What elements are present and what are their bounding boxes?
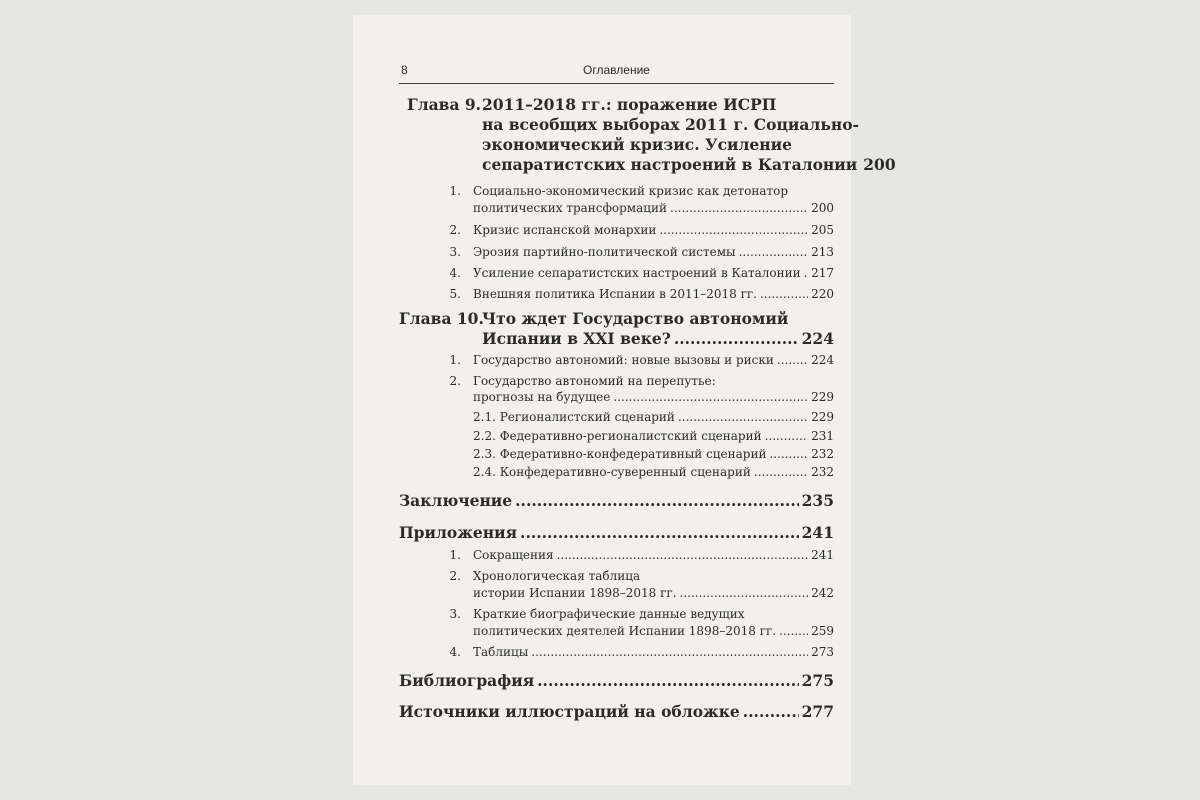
chapter-10-page: 224 [801, 329, 834, 348]
conclusion-entry[interactable] [399, 491, 834, 510]
ch9-item-5-text: Внешняя политика Испании в 2011–2018 гг. [473, 287, 757, 301]
dot-leader [743, 702, 799, 721]
dot-leader [739, 245, 808, 259]
ch9-item-2-page: 205 [811, 223, 834, 237]
dot-leader [674, 329, 799, 348]
item-number: 1. [449, 353, 461, 367]
cover-sources-page: 277 [801, 702, 834, 721]
ch10-item-1-page: 224 [811, 353, 834, 367]
subitem-page: 229 [811, 410, 834, 424]
item-number: 5. [449, 287, 461, 301]
ch10-item-2-page: 229 [811, 390, 834, 404]
item-number: 2. [449, 223, 461, 237]
subitem-text: 2.4. Конфедеративно-суверенный сценарий [473, 465, 751, 479]
chapter-9-title-line-4: сепаратистских настроений в Каталонии [482, 155, 858, 174]
dot-leader [537, 671, 798, 690]
dot-leader [520, 523, 799, 542]
ch9-item-1-line-1: Социально-экономический кризис как детонатор [473, 184, 789, 198]
item-number: 1. [449, 548, 461, 562]
subitem-text: 2.1. Регионалистский сценарий [473, 410, 675, 424]
bibliography-page: 275 [801, 671, 834, 690]
dot-leader [777, 353, 808, 367]
item-number: 3. [449, 607, 461, 621]
appendix-item-2[interactable] [473, 586, 834, 600]
appendix-item-4-page: 273 [811, 645, 834, 659]
ch9-item-1-page: 200 [811, 201, 834, 215]
ch9-item-4-page: 217 [811, 266, 834, 280]
ch9-item-4[interactable] [473, 266, 834, 280]
chapter-9-title-line-2: на всеобщих выборах 2011 г. Социально- [482, 115, 859, 134]
dot-leader [515, 491, 798, 510]
page-number: 8 [401, 63, 408, 77]
chapter-9-entry[interactable] [482, 155, 896, 174]
chapter-9-label: Глава 9. [407, 95, 482, 114]
chapter-10-label: Глава 10. [399, 309, 484, 328]
header-title: Оглавление [583, 63, 650, 77]
conclusion-title: Заключение [399, 491, 513, 510]
book-page [353, 15, 896, 785]
item-number: 3. [449, 245, 461, 259]
dot-leader [804, 266, 808, 280]
appendix-item-3[interactable] [473, 624, 834, 638]
ch9-item-5-page: 220 [811, 287, 834, 301]
bibliography-title: Библиография [399, 671, 535, 690]
subitem-page: 232 [811, 447, 834, 461]
appendix-item-3-page: 259 [811, 624, 834, 638]
appendix-item-2-line-2: истории Испании 1898–2018 гг. [473, 586, 677, 600]
ch10-subitem-2-3[interactable] [473, 447, 834, 461]
subitem-text: 2.3. Федеративно-конфедеративный сценарий [473, 447, 767, 461]
appendix-item-2-page: 242 [811, 586, 834, 600]
cover-sources-title: Источники иллюстраций на обложке [399, 702, 740, 721]
ch9-item-2[interactable] [473, 223, 834, 237]
running-header [399, 63, 834, 84]
appendices-page: 241 [801, 523, 834, 542]
chapter-9-title-line-1: 2011–2018 гг.: поражение ИСРП [482, 95, 777, 114]
chapter-9-page: 200 [863, 155, 896, 174]
item-number: 1. [449, 184, 461, 198]
dot-leader [613, 390, 808, 404]
appendix-item-3-line-2: политических деятелей Испании 1898–2018 гг. [473, 624, 777, 638]
appendices-entry[interactable] [399, 523, 834, 542]
dot-leader [670, 201, 808, 215]
chapter-10-title-line-2: Испании в XXI веке? [482, 329, 671, 348]
ch10-subitem-2-1[interactable] [473, 410, 834, 424]
subitem-page: 232 [811, 465, 834, 479]
ch10-item-2-line-2: прогнозы на будущее [473, 390, 611, 404]
dot-leader [557, 548, 809, 562]
appendix-item-1[interactable] [473, 548, 834, 562]
ch9-item-3-text: Эрозия партийно-политической системы [473, 245, 736, 259]
cover-sources-entry[interactable] [399, 702, 834, 721]
appendix-item-2-line-1: Хронологическая таблица [473, 569, 641, 583]
subitem-text: 2.2. Федеративно-регионалистский сценарий [473, 429, 762, 443]
ch9-item-5[interactable] [473, 287, 834, 301]
ch9-item-4-text: Усиление сепаратистских настроений в Каталонии [473, 266, 801, 280]
chapter-9-title-line-3: экономический кризис. Усиление [482, 135, 792, 154]
bibliography-entry[interactable] [399, 671, 834, 690]
dot-leader [678, 410, 808, 424]
dot-leader [680, 586, 809, 600]
conclusion-page: 235 [801, 491, 834, 510]
item-number: 2. [449, 569, 461, 583]
item-number: 2. [449, 374, 461, 388]
dot-leader [779, 624, 808, 638]
ch9-item-1-line-2: политических трансформаций [473, 201, 668, 215]
ch10-item-2[interactable] [473, 390, 834, 404]
appendix-item-3-line-1: Краткие биографические данные ведущих [473, 607, 745, 621]
subitem-page: 231 [811, 429, 834, 443]
item-number: 4. [449, 645, 461, 659]
ch10-item-1[interactable] [473, 353, 834, 367]
ch10-subitem-2-4[interactable] [473, 465, 834, 479]
ch10-item-2-line-1: Государство автономий на перепутье: [473, 374, 716, 388]
item-number: 4. [449, 266, 461, 280]
ch9-item-3-page: 213 [811, 245, 834, 259]
dot-leader [531, 645, 808, 659]
appendix-item-4-text: Таблицы [473, 645, 529, 659]
ch9-item-1[interactable] [473, 201, 834, 215]
appendix-item-1-page: 241 [811, 548, 834, 562]
chapter-10-title-line-1: Что ждет Государство автономий [482, 309, 789, 328]
dot-leader [769, 447, 808, 461]
appendices-title: Приложения [399, 523, 518, 542]
dot-leader [659, 223, 808, 237]
dot-leader [754, 465, 808, 479]
ch9-item-2-text: Кризис испанской монархии [473, 223, 657, 237]
appendix-item-1-text: Сокращения [473, 548, 554, 562]
ch10-subitem-2-2[interactable] [473, 429, 834, 443]
ch9-item-3[interactable] [473, 245, 834, 259]
ch10-item-1-text: Государство автономий: новые вызовы и риски [473, 353, 774, 367]
chapter-10-entry[interactable] [482, 329, 834, 348]
appendix-item-4[interactable] [473, 645, 834, 659]
dot-leader [765, 429, 808, 443]
dot-leader [760, 287, 808, 301]
